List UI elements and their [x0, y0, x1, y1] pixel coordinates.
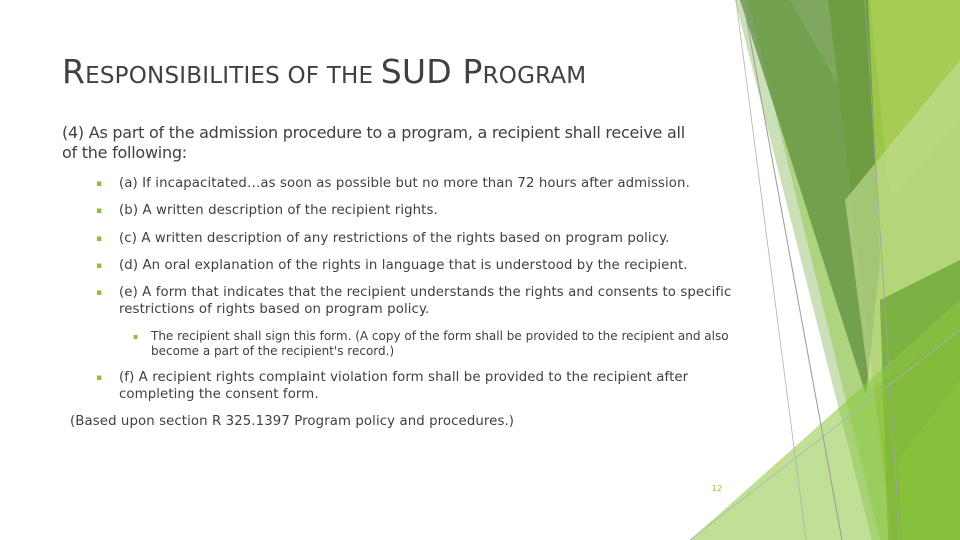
bullet-item-e [96, 285, 736, 318]
sub-bullet-item [133, 329, 733, 359]
bullet-text: (d) An oral explanation of the rights in language that is understood by the recipient. [119, 258, 688, 273]
title-part: ESPONSIBILITIES OF THE [85, 63, 381, 89]
bullet-text: (f) A recipient rights complaint violation form shall be provided to the recipient after completing the consent form. [119, 370, 689, 402]
bullet-item-c [96, 231, 736, 248]
bullet-item-b [96, 203, 736, 220]
source-citation: (Based upon section R 325.1397 Program policy and procedures.) [70, 414, 515, 429]
bullet-icon: ▪ [96, 206, 103, 216]
bullet-item-d [96, 258, 736, 275]
title-part: SUD P [380, 52, 483, 91]
bullet-icon: ▪ [96, 288, 103, 298]
bullet-text: (e) A form that indicates that the recipient understands the rights and consents to specific restrictions of rights based on program policy. [119, 285, 732, 317]
title-part: R [62, 52, 86, 91]
bullet-item-a [96, 176, 736, 193]
bullet-text: (a) If incapacitated…as soon as possible but no more than 72 hours after admission. [119, 176, 690, 191]
title-part: ROGRAM [482, 63, 587, 89]
bullet-icon: ▪ [96, 179, 103, 189]
sub-bullet-text: The recipient shall sign this form. (A copy of the form shall be provided to the recipient and also become a part of the recipient's record.) [151, 329, 729, 358]
bullet-text: (b) A written description of the recipient rights. [119, 203, 438, 218]
bullet-icon: ▪ [96, 234, 103, 244]
intro-paragraph: (4) As part of the admission procedure to a program, a recipient shall receive all of the following: [62, 123, 685, 162]
slide-title [62, 52, 586, 91]
bullet-text: (c) A written description of any restrictions of the rights based on program policy. [119, 231, 670, 246]
bullet-item-f [96, 370, 736, 403]
bullet-icon: ▪ [96, 261, 103, 271]
bullet-icon: ▪ [133, 332, 139, 341]
page-number: 12 [712, 484, 723, 493]
bullet-icon: ▪ [96, 373, 103, 383]
